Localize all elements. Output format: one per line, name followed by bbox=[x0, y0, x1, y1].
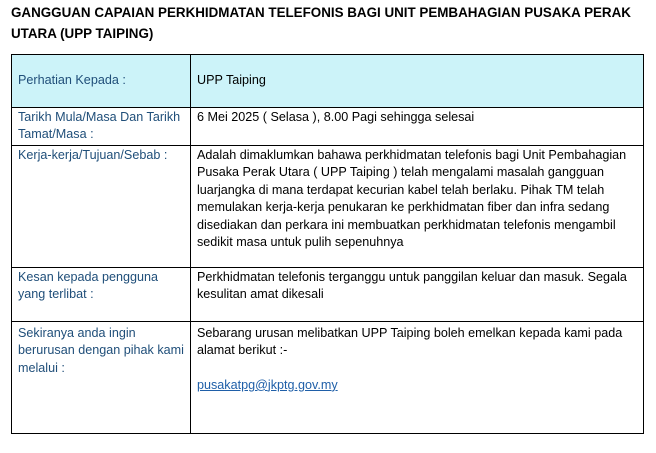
table-row bbox=[12, 55, 644, 108]
contact-cell bbox=[191, 322, 644, 434]
user-impact-label: Kesan kepada pengguna yang terlibat : bbox=[12, 268, 191, 322]
table-row bbox=[12, 146, 644, 268]
spacer bbox=[197, 360, 637, 377]
email-link[interactable]: pusakatpg@jkptg.gov.my bbox=[197, 377, 338, 392]
contact-value: Sebarang urusan melibatkan UPP Taiping boleh emelkan kepada kami pada alamat berikut :- bbox=[197, 326, 623, 358]
work-reason-label: Kerja-kerja/Tujuan/Sebab : bbox=[12, 146, 191, 268]
notice-table bbox=[11, 54, 644, 434]
work-reason-value: Adalah dimaklumkan bahawa perkhidmatan telefonis bagi Unit Pembahagian Pusaka Perak Utara ( UPP Taiping ) telah mengalami masalah gangguan luarjangka di mana terdapat kecurian kabel telah berlaku. Pihak TM telah memulakan kerja-kerja penukaran ke perkhidmatan fiber dan infra sedang disediakan dan perkara ini membuatkan perkhidmatan telefonis mengambil sedikit masa untuk pulih sepenuhnya bbox=[191, 146, 644, 268]
date-value: 6 Mei 2025 ( Selasa ), 8.00 Pagi sehingga selesai bbox=[191, 108, 644, 146]
contact-label: Sekiranya anda ingin berurusan dengan pihak kami melalui : bbox=[12, 322, 191, 434]
attention-label: Perhatian Kepada : bbox=[12, 55, 191, 108]
table-row bbox=[12, 322, 644, 434]
page-title: GANGGUAN CAPAIAN PERKHIDMATAN TELEFONIS BAGI UNIT PEMBAHAGIAN PUSAKA PERAK UTARA (UPP TAIPING) bbox=[11, 5, 631, 41]
attention-value: UPP Taiping bbox=[191, 55, 644, 108]
table-row bbox=[12, 108, 644, 146]
date-label: Tarikh Mula/Masa Dan Tarikh Tamat/Masa : bbox=[12, 108, 191, 146]
user-impact-value: Perkhidmatan telefonis terganggu untuk panggilan keluar dan masuk. Segala kesulitan amat dikesali bbox=[191, 268, 644, 322]
table-row bbox=[12, 268, 644, 322]
